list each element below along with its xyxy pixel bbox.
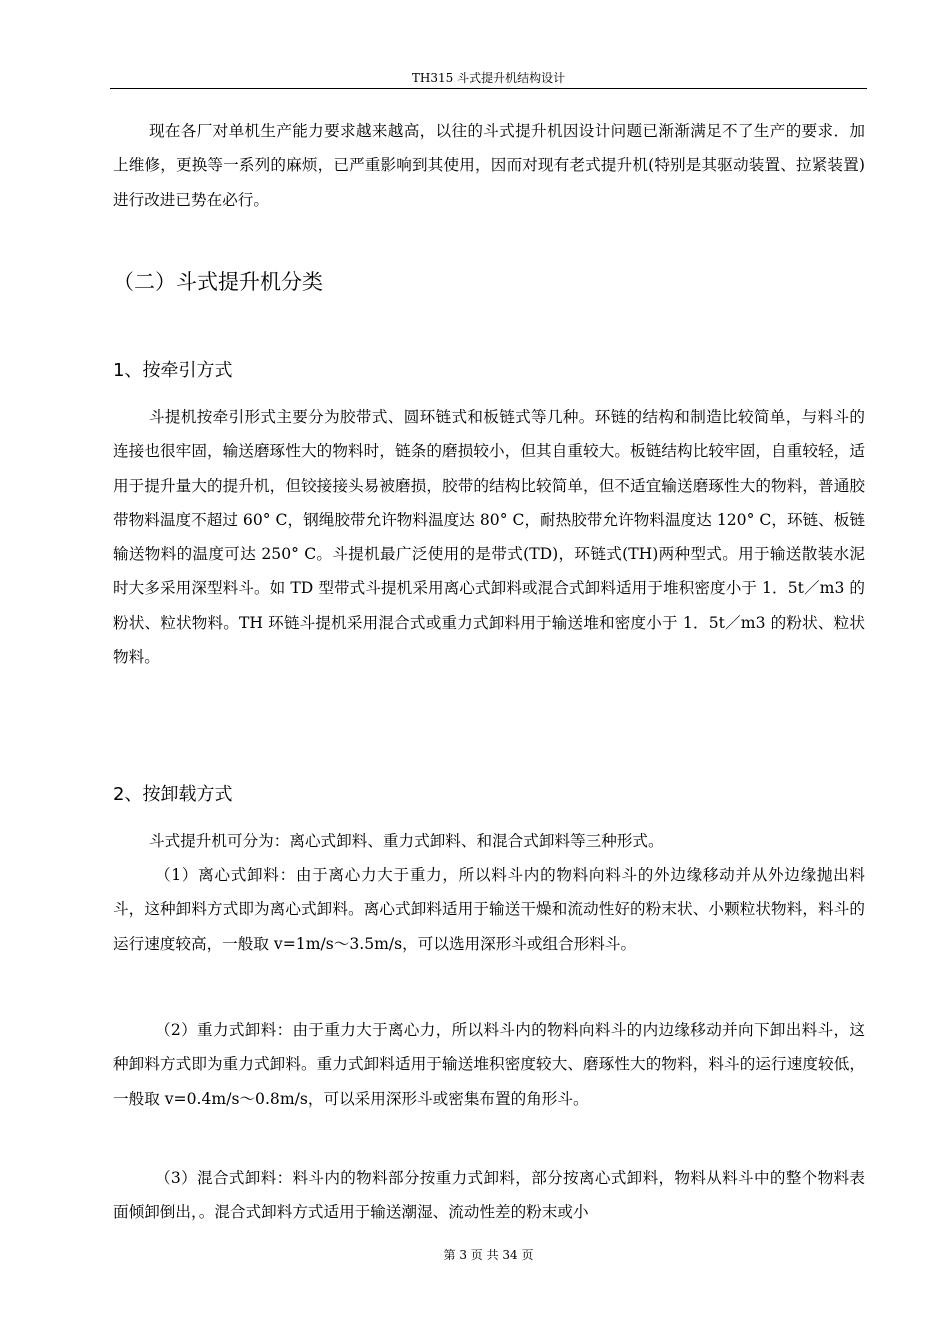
intro-paragraph: 现在各厂对单机生产能力要求越来越高，以往的斗式提升机因设计问题已渐渐满足不了生产的要求．加上维修，更换等一系列的麻烦，已严重影响到其使用，因而对现有老式提升机(特别是其驱动装置、拉紧装置)进行改进已势在必行。	[113, 122, 865, 209]
section-heading-classification: （二）斗式提升机分类	[113, 270, 323, 294]
page-number-footer: 第 3 页 共 34 页	[443, 1248, 534, 1262]
subsection-heading-traction: 1、按牵引方式	[113, 360, 233, 381]
discharge-intro: 斗式提升机可分为：离心式卸料、重力式卸料、和混合式卸料等三种形式。	[149, 832, 664, 850]
running-header: TH315 斗式提升机结构设计	[411, 71, 566, 85]
header-divider	[110, 88, 867, 89]
subsection-heading-discharge: 2、按卸载方式	[113, 784, 233, 805]
discharge-item-centrifugal: （1）离心式卸料：由于离心力大于重力，所以料斗内的物料向料斗的外边缘移动并从外边缘抛出料斗，这种卸料方式即为离心式卸料。离心式卸料适用于输送干燥和流动性好的粉末状、小颗粒状物料，料斗的运行速度较高，一般取 v=1m/s～3.5m/s，可以选用深形斗或组合形料斗。	[113, 866, 865, 953]
discharge-item-gravity: （2）重力式卸料：由于重力大于离心力，所以料斗内的物料向料斗的内边缘移动并向下卸出料斗，这种卸料方式即为重力式卸料。重力式卸料适用于输送堆积密度较大、磨琢性大的物料，料斗的运行速度较低，一般取 v=0.4m/s～0.8m/s，可以采用深形斗或密集布置的角形斗。	[113, 1021, 865, 1108]
traction-paragraph: 斗提机按牵引形式主要分为胶带式、圆环链式和板链式等几种。环链的结构和制造比较简单，与料斗的连接也很牢固，输送磨琢性大的物料时，链条的磨损较小，但其自重较大。板链结构比较牢固，自重较轻，适用于提升量大的提升机，但铰接接头易被磨损，胶带的结构比较简单，但不适宜输送磨琢性大的物料，普通胶带物料温度不超过 60° C，钢绳胶带允许物料温度达 80° C，耐热胶带允许物料温度达 120° C，环链、板链输送物料的温度可达 250° C。斗提机最广泛使用的是带式(TD)，环链式(TH)两种型式。用于输送散装水泥时大多采用深型料斗。如 TD 型带式斗提机采用离心式卸料或混合式卸料适用于堆积密度小于 1．5t／m3 的粉状、粒状物料。TH 环链斗提机采用混合式或重力式卸料用于输送堆和密度小于 1．5t／m3 的粉状、粒状物料。	[113, 408, 866, 667]
discharge-item-mixed: （3）混合式卸料：料斗内的物料部分按重力式卸料，部分按离心式卸料，物料从料斗中的整个物料表面倾卸倒出，。混合式卸料方式适用于输送潮湿、流动性差的粉末或小	[113, 1169, 865, 1222]
